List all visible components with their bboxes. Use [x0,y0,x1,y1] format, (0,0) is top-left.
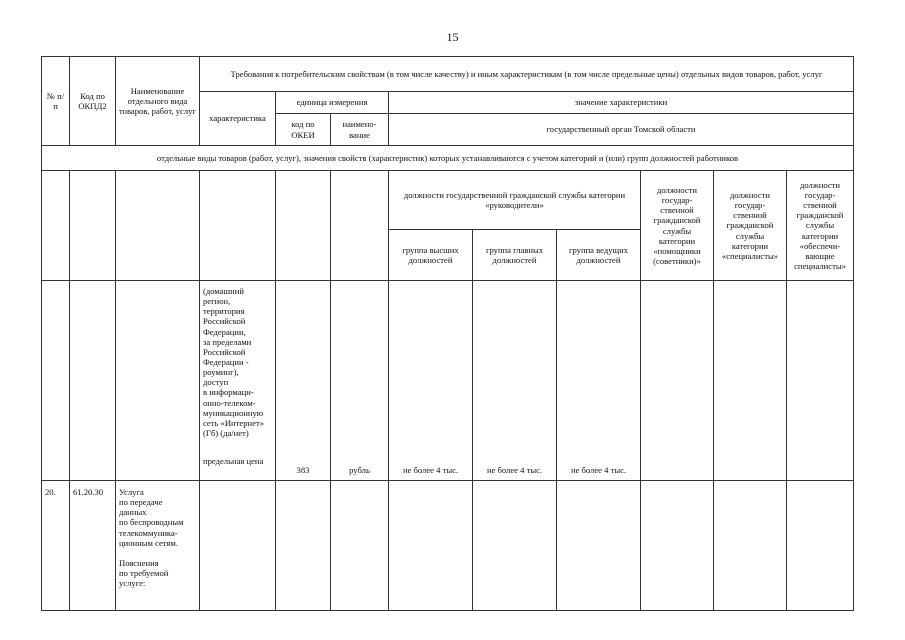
empty-cell [276,171,331,281]
empty-cell [641,481,714,611]
empty-cell [787,481,854,611]
header-value: значение характеристики [389,92,854,114]
empty-cell [276,481,331,611]
price-label: предельная цена [203,456,264,467]
header-unit-name: наимено- вание [331,114,389,146]
empty-cell [42,171,70,281]
empty-cell [200,481,276,611]
empty-cell [473,481,557,611]
value-leading-group: не более 4 тыс. [557,281,641,481]
empty-cell [389,481,473,611]
header-gov-body: государственный орган Томской области [389,114,854,146]
header-num: № п/п [42,57,70,146]
characteristic-cell [200,281,276,481]
header-item-name: Наименование отдельного вида товаров, работ, услуг [116,57,200,146]
header-support-specialists: должности государ- ственной гражданской службы категории «обеспечи- вающие специалисты» [787,171,854,281]
header-characteristic: характеристика [200,92,276,146]
empty-cell [331,171,389,281]
empty-cell [200,171,276,281]
empty-cell [714,281,787,481]
row-number: 20. [42,481,70,611]
header-span-note: отдельные виды товаров (работ, услуг), значения свойств (характеристик) которых устанавливаются с учетом категорий и (или) групп должностей работников [42,146,854,171]
header-helpers: должности государ- ственной гражданской службы категории «помощники (советники)» [641,171,714,281]
empty-cell [116,171,200,281]
header-unit: единица измерения [276,92,389,114]
okpd-code: 61.20.30 [70,481,116,611]
header-okpd-code: Код по ОКПД2 [70,57,116,146]
header-group-higher: группа высших должностей [389,230,473,281]
empty-cell [42,281,70,481]
unit-name: рубль [331,281,389,481]
empty-cell [116,281,200,481]
header-group-main: группа главных должностей [473,230,557,281]
value-higher-group: не более 4 тыс. [389,281,473,481]
header-leaders: должности государственной гражданской службы категории «руководители» [389,171,641,230]
characteristic-text: (домашний регион, территория Российской Федерации, за пределами Российской Федерации - роуминг), доступ в информаци- онно-телеком- муникационную сеть «Интернет» (Гб) (да/нет) [203,286,264,438]
empty-cell [331,481,389,611]
header-requirements: Требования к потребительским свойствам (в том числе качеству) и иным характеристикам (в том числе предельные цены) отдельных видов товаров, работ, услуг [200,57,854,92]
empty-cell [714,481,787,611]
page-number: 15 [446,30,459,44]
value-main-group: не более 4 тыс. [473,281,557,481]
empty-cell [787,281,854,481]
empty-cell [70,171,116,281]
okei-code: 383 [276,281,331,481]
header-group-leading: группа ведущих должностей [557,230,641,281]
header-specialists: должности государ- ственной гражданской службы категории «специалисты» [714,171,787,281]
empty-cell [641,281,714,481]
empty-cell [70,281,116,481]
empty-cell [557,481,641,611]
item-name: Услуга по передаче данных по беспроводным телекоммуника- ционным сетям. Пояснения по требуемой услуге: [116,481,200,611]
header-okei-code: код по ОКЕИ [276,114,331,146]
requirements-table [41,56,854,611]
